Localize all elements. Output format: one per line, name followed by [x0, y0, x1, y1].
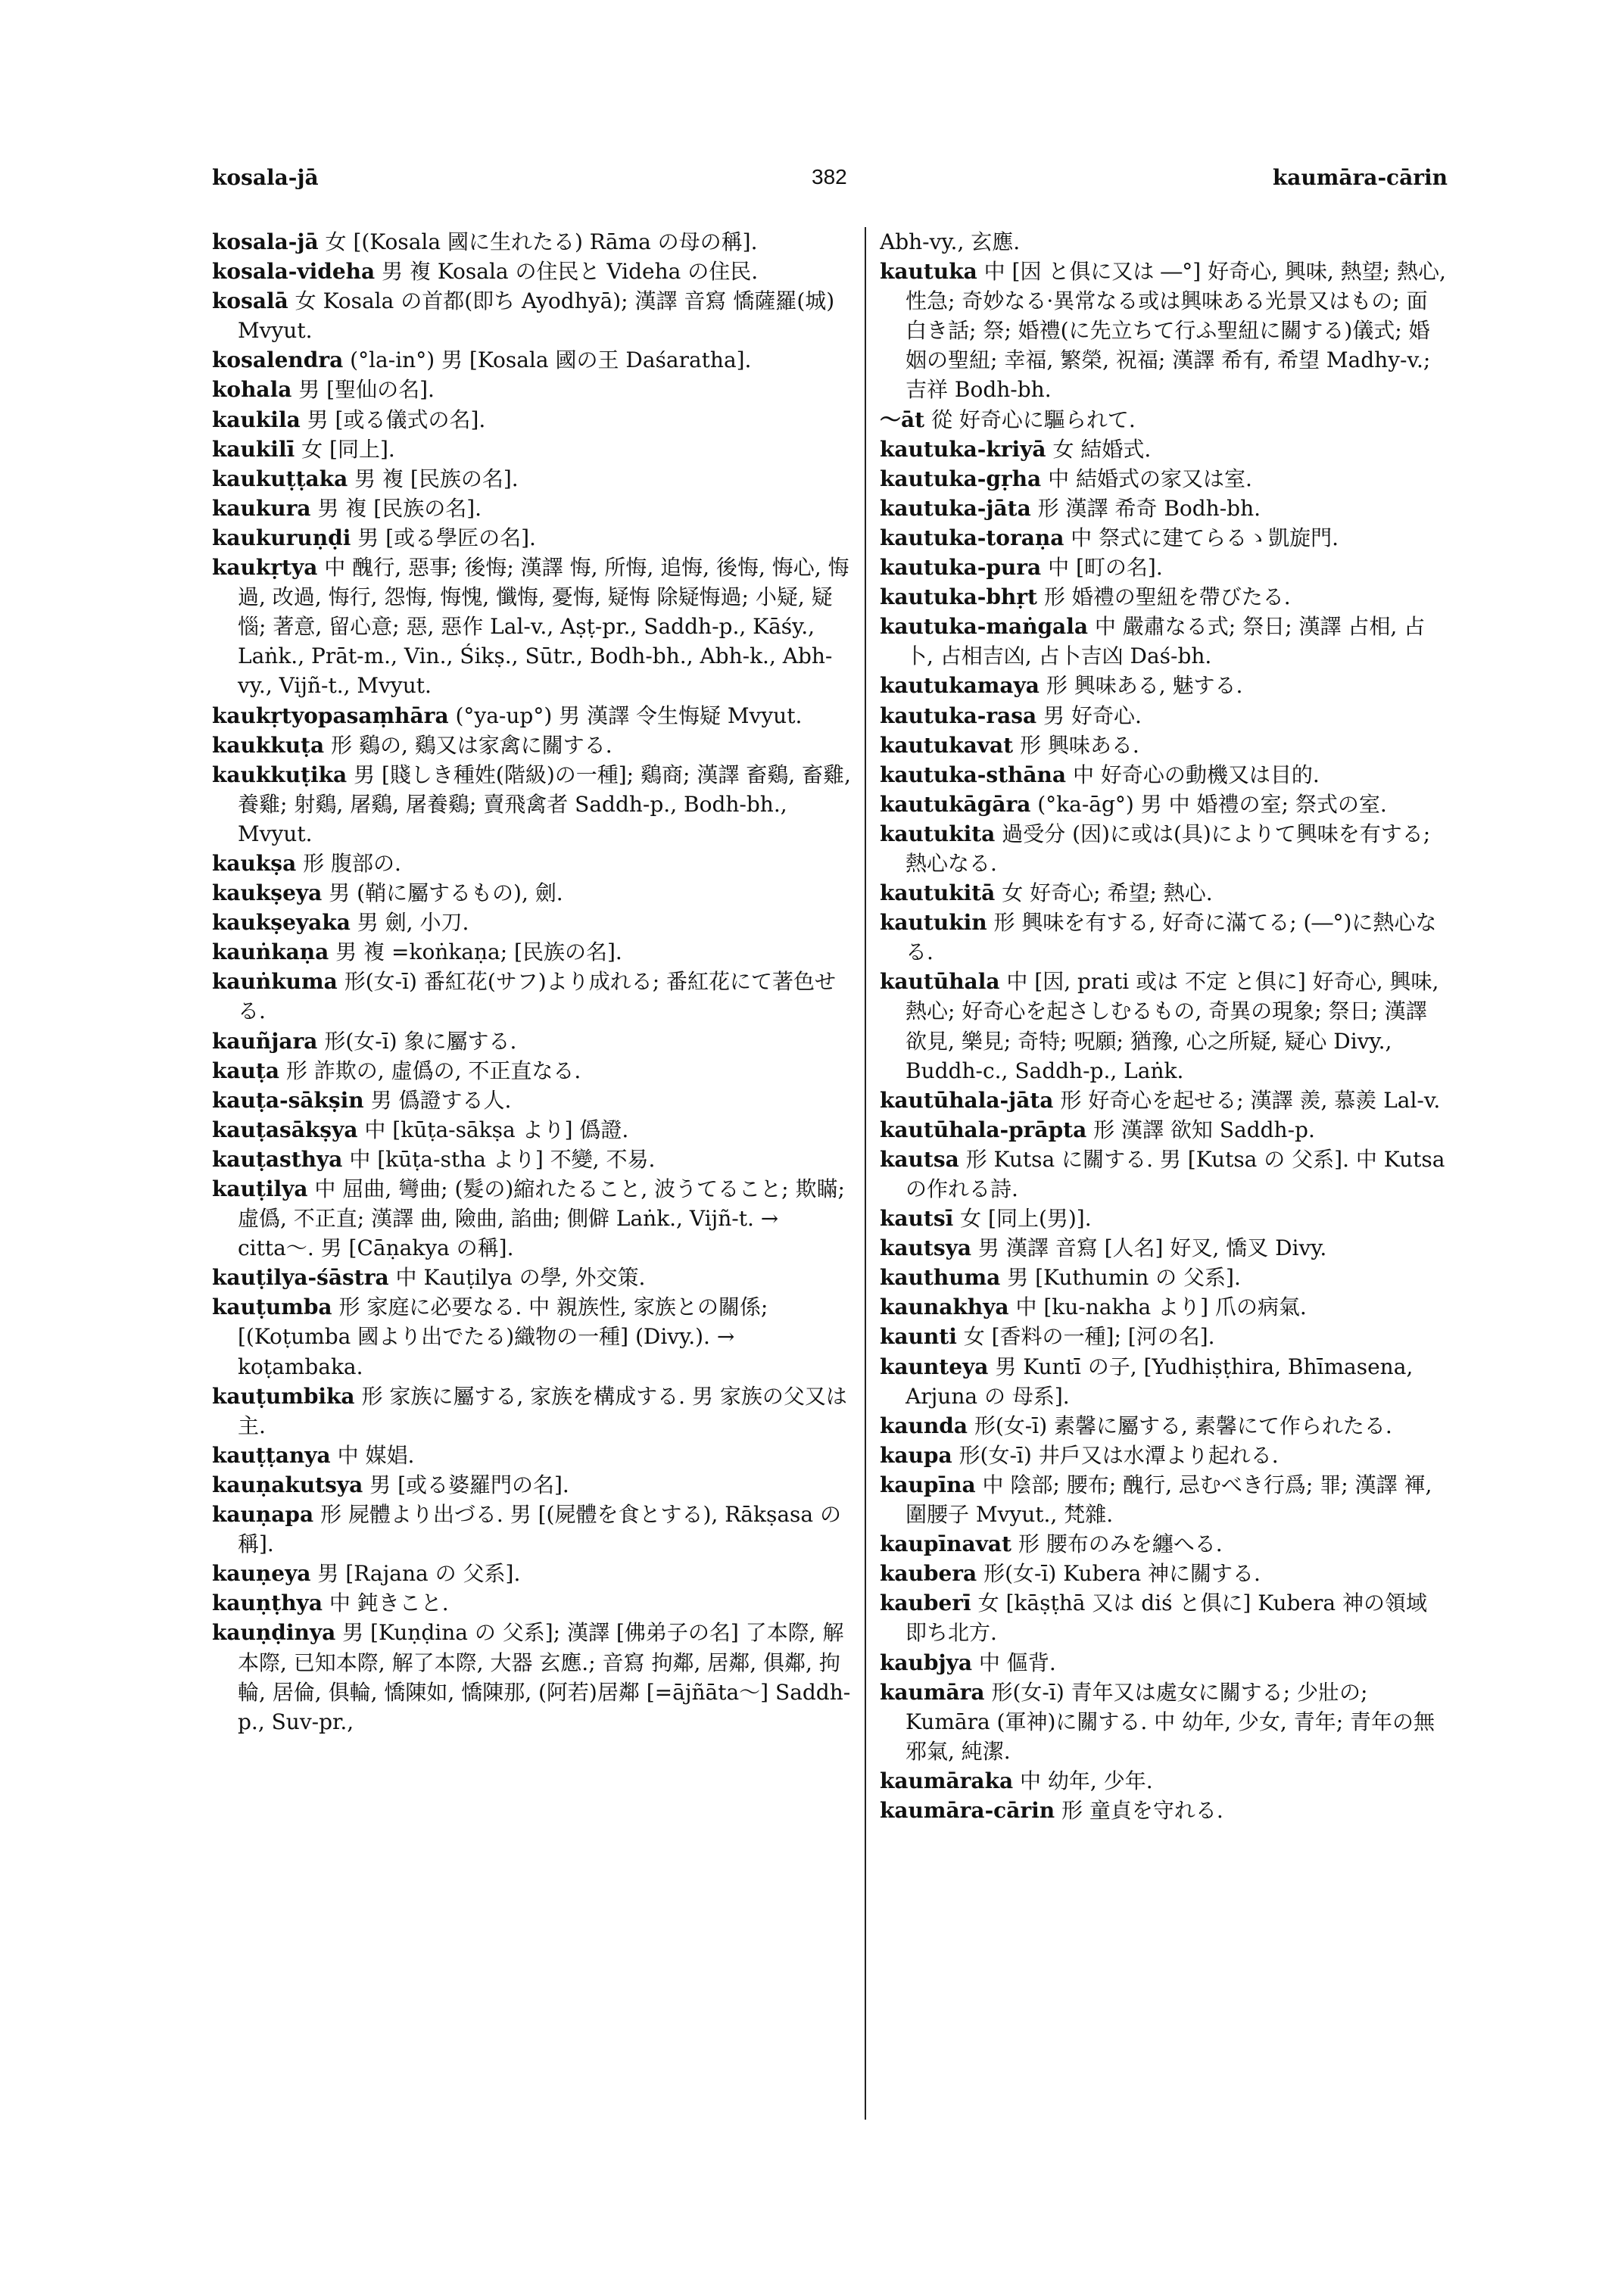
entry-definition: 形 腹部の.: [296, 850, 401, 876]
entry-headword: kauṭilya: [212, 1176, 308, 1201]
entry-headword: kaubera: [880, 1561, 977, 1587]
entry-headword: kautsī: [880, 1206, 954, 1232]
dictionary-entry: [212, 494, 856, 523]
entry-definition: 男 [或る婆羅門の名].: [363, 1472, 569, 1497]
entry-headword: kauṇakutsya: [212, 1472, 363, 1497]
entry-definition: 男 好奇心.: [1036, 703, 1142, 728]
dictionary-entry: [212, 967, 856, 1026]
left-guide-word: kosala-jā: [212, 165, 319, 190]
dictionary-entry: [880, 760, 1448, 790]
entry-headword: kaukkuṭa: [212, 732, 325, 758]
entry-headword: kaukṛtya: [212, 555, 318, 581]
dictionary-entry: [212, 760, 856, 849]
entry-definition: 形(女-ī) 素馨に屬する, 素馨にて作られたる.: [967, 1413, 1392, 1438]
entry-headword: kaumāra: [880, 1679, 985, 1705]
entry-definition: 中 傴背.: [972, 1650, 1056, 1675]
entry-headword: kautūhala-prāpta: [880, 1117, 1087, 1142]
entry-headword: kohala: [212, 377, 292, 403]
page-number: 382: [812, 165, 847, 188]
entry-definition: 女 好奇心; 希望; 熱心.: [995, 880, 1213, 906]
dictionary-entry: [880, 405, 1448, 435]
entry-definition: 男 [Kuthumin の 父系].: [1000, 1265, 1241, 1291]
dictionary-entry: [880, 1115, 1448, 1145]
entry-headword: kauṇṭhya: [212, 1590, 323, 1616]
dictionary-entry: [212, 908, 856, 937]
dictionary-entry: [212, 1470, 856, 1500]
entry-definition: 男 [Kuṇḍina の 父系]; 漢譯 [佛弟子の名] 了本際, 解本際, 已知本際, 解了本際, 大器 玄應.; 音寫 拘鄰, 居鄰, 俱鄰, 拘輪, 居倫, 俱輪, 憍陳如, 憍陳那, (阿若)居鄰 [=ājñāta〜] Saddh-p., Suv-pr.,: [238, 1620, 851, 1734]
entry-definition: 過受分 (因)に或は(具)によりて興味を有する; 熱心なる.: [906, 821, 1431, 876]
dictionary-entry: [212, 1145, 856, 1174]
entry-definition: 中 幼年, 少年.: [1013, 1768, 1153, 1793]
dictionary-entry: [880, 1204, 1448, 1233]
entry-definition: 中 [ku-nakha より] 爪の病氣.: [1008, 1294, 1307, 1320]
column-divider: [865, 227, 866, 2120]
dictionary-entry: [880, 1559, 1448, 1588]
dictionary-entry: [212, 1441, 856, 1470]
entry-definition: 形(女-ī) 番紅花(サフ)より成れる; 番紅花にて著色せる.: [238, 969, 837, 1024]
entry-headword: kauṭṭanya: [212, 1442, 331, 1468]
dictionary-entry: [212, 878, 856, 908]
entry-definition: 中 Kauṭilya の學, 外交策.: [388, 1265, 646, 1291]
dictionary-entry: [880, 553, 1448, 582]
dictionary-entry: [212, 849, 856, 878]
entry-definition: 形 興味を有する, 好奇に滿てる; (―°)に熱心なる.: [906, 910, 1437, 965]
dictionary-entry: [212, 286, 856, 345]
entry-headword: kosala-jā: [212, 229, 319, 254]
entry-headword: kautukamaya: [880, 673, 1040, 699]
entry-definition: 男 僞證する人.: [363, 1087, 512, 1113]
dictionary-entry: [212, 1559, 856, 1588]
entry-definition: 形 Kutsa に關する. 男 [Kutsa の 父系]. 中 Kutsa の作れる詩.: [906, 1146, 1445, 1201]
dictionary-entry: [880, 1529, 1448, 1559]
entry-headword: kautuka-maṅgala: [880, 614, 1088, 640]
dictionary-entry: [880, 819, 1448, 878]
entry-definition: 男 [Rajana の 父系].: [310, 1561, 521, 1587]
dictionary-entry: [212, 1174, 856, 1263]
entry-definition: 中 好奇心の動機又は目的.: [1066, 762, 1320, 787]
dictionary-entry: [880, 1145, 1448, 1204]
entry-definition: 中 醜行, 惡事; 後悔; 漢譯 悔, 所悔, 追悔, 後悔, 悔心, 悔過, 改過, 悔行, 怨悔, 悔愧, 懺悔, 憂悔, 疑悔 除疑悔過; 小疑, 疑惱; 著意, 留心意; 惡, 惡作 Lal-v., Aṣṭ-pr., Saddh-p., Kāśy., Laṅk., Prāt-m., Vin., Śikṣ., Sūtr., Bodh-bh., Abh-k., Abh-vy., Vijñ-t., Mvyut.: [238, 555, 849, 699]
dictionary-entry: [212, 1588, 856, 1618]
entry-definition: 形 漢譯 希奇 Bodh-bh.: [1030, 495, 1261, 521]
dictionary-entry: [880, 1292, 1448, 1322]
dictionary-entry: [212, 523, 856, 553]
dictionary-entry: [880, 1086, 1448, 1115]
entry-headword: kaukuruṇḍi: [212, 525, 351, 550]
dictionary-entry: [880, 1411, 1448, 1441]
entry-definition: 形 興味ある.: [1013, 732, 1139, 758]
entry-definition: 形 家庭に必要なる. 中 親族性, 家族との關係; [(Koṭumba 國より出でたる)織物の一種] (Divy.). → koṭambaka.: [238, 1294, 768, 1379]
dictionary-entry: [212, 1115, 856, 1145]
entry-definition: 形 詐欺の, 虛僞の, 不正直なる.: [279, 1058, 581, 1083]
dictionary-entry: [212, 1263, 856, 1292]
dictionary-entry: [212, 435, 856, 464]
entry-definition: 中 [因, prati 或は 不定 と俱に] 好奇心, 興味, 熱心; 好奇心を起さしむるもの, 奇異の現象; 祭日; 漢譯 欲見, 樂見; 奇特; 呪願; 猶豫, 心之所疑, 疑心 Divy., Buddh-c., Saddh-p., Laṅk.: [906, 969, 1439, 1083]
dictionary-entry: [880, 1352, 1448, 1411]
dictionary-entry: [880, 1322, 1448, 1351]
entry-definition: 中 [kūṭa-sākṣa より] 僞證.: [357, 1117, 629, 1142]
dictionary-entry: [880, 1648, 1448, 1678]
entry-definition: 男 劍, 小刀.: [350, 910, 469, 936]
entry-headword: kauṭumbika: [212, 1383, 355, 1409]
dictionary-entry: [880, 1766, 1448, 1796]
entry-headword: kautūhala-jāta: [880, 1087, 1054, 1113]
entry-headword: kautuka-rasa: [880, 703, 1037, 728]
entry-definition: 女 [同上].: [295, 436, 395, 462]
dictionary-entry: [212, 257, 856, 286]
entry-headword: kauṭa: [212, 1058, 279, 1083]
entry-definition: 男 [或る儀式の名].: [300, 407, 486, 432]
entry-headword: kaukura: [212, 495, 311, 521]
entry-headword: kaumāra-cārin: [880, 1797, 1055, 1823]
entry-headword: kosalendra: [212, 347, 344, 373]
entry-headword: kosalā: [212, 288, 288, 314]
entry-headword: kauṭilya-śāstra: [212, 1265, 389, 1291]
dictionary-entry: [212, 345, 856, 375]
entry-headword: kautuka-toraṇa: [880, 525, 1064, 550]
dictionary-entry: [212, 1382, 856, 1441]
entry-headword: kautuka-sthāna: [880, 762, 1067, 787]
entry-headword: kauṇapa: [212, 1502, 314, 1528]
entry-definition: (°ya-up°) 男 漢譯 令生悔疑 Mvyut.: [448, 703, 803, 728]
entry-headword: kaukila: [212, 407, 301, 432]
entry-headword: kaubjya: [880, 1650, 973, 1675]
entry-headword: kaumāraka: [880, 1768, 1014, 1793]
entry-definition: Abh-vy., 玄應.: [880, 229, 1021, 254]
entry-headword: kaupīnavat: [880, 1531, 1011, 1557]
entry-headword: kauṇḍinya: [212, 1620, 336, 1646]
dictionary-entry: [880, 227, 1448, 257]
entry-headword: kauṭa-sākṣin: [212, 1087, 364, 1113]
entry-definition: 男 複 [民族の名].: [348, 466, 519, 491]
entry-definition: 形 鷄の, 鷄又は家禽に關する.: [324, 732, 613, 758]
entry-headword: kautūhala: [880, 969, 1000, 995]
dictionary-entry: [212, 1292, 856, 1381]
entry-headword: kautukāgāra: [880, 791, 1031, 817]
entry-definition: 形(女-ī) 井戶又は水潭より起れる.: [952, 1442, 1279, 1468]
entry-headword: kautukavat: [880, 732, 1014, 758]
dictionary-entry: [212, 701, 856, 731]
entry-headword: kauṭasthya: [212, 1146, 343, 1172]
dictionary-entry: [212, 553, 856, 700]
entry-definition: 男 [聖仙の名].: [291, 377, 435, 403]
dictionary-entry: [212, 1086, 856, 1115]
entry-definition: 形(女-ī) Kubera 神に關する.: [977, 1561, 1261, 1587]
entry-headword: kauberī: [880, 1590, 971, 1616]
entry-headword: kautsa: [880, 1146, 959, 1172]
entry-definition: 中 [因 と俱に又は ―°] 好奇心, 興味, 熱望; 熱心, 性急; 奇妙なる·異常なる或は興味ある光景又はもの; 面白き話; 祭; 婚禮(に先立ちて行ふ聖紐に關する)儀式; 婚姻の聖紐; 幸福, 繁榮, 祝福; 漢譯 希有, 希望 Madhy-v.; 吉祥 Bodh-bh.: [906, 259, 1446, 403]
dictionary-entry: [880, 967, 1448, 1085]
entry-definition: 男 [或る學匠の名].: [351, 525, 536, 550]
dictionary-entry: [212, 405, 856, 435]
dictionary-entry: [880, 790, 1448, 819]
dictionary-entry: [212, 1500, 856, 1559]
entry-headword: kauṭasākṣya: [212, 1117, 358, 1142]
entry-definition: 男 [賤しき種姓(階級)の一種]; 鷄商; 漢譯 畜鷄, 畜雞, 養雞; 射鷄, 屠鷄, 屠養鷄; 賣飛禽者 Saddh-p., Bodh-bh., Mvyut.: [238, 762, 851, 846]
entry-definition: 男 複 =koṅkaṇa; [民族の名].: [329, 939, 622, 965]
entry-headword: kaupa: [880, 1442, 952, 1468]
entry-definition: 中 屈曲, 彎曲; (髮の)縮れたること, 波うてること; 欺瞞; 虛僞, 不正直; 漢譯 曲, 險曲, 諂曲; 側僻 Laṅk., Vijñ-t. → citta〜. 男 [Cāṇakya の稱].: [238, 1176, 845, 1261]
entry-headword: kauṭumba: [212, 1294, 332, 1320]
dictionary-entry: [880, 1263, 1448, 1292]
dictionary-entry: [212, 1056, 856, 1086]
entry-headword: kauṅkaṇa: [212, 939, 329, 965]
entry-definition: 中 陰部; 腰布; 醜行, 忌むべき行爲; 罪; 漢譯 褌, 圍腰子 Mvyut., 梵雜.: [906, 1472, 1432, 1528]
dictionary-entry: [880, 257, 1448, 404]
entry-definition: 形 屍體より出づる. 男 [(屍體を食とする), Rākṣasa の稱].: [238, 1502, 841, 1557]
entry-headword: kaukṣeya: [212, 880, 323, 906]
dictionary-entry: [880, 731, 1448, 760]
dictionary-entry: [880, 878, 1448, 908]
entry-definition: (°ka-āg°) 男 中 婚禮の室; 祭式の室.: [1030, 791, 1387, 817]
entry-headword: kauthuma: [880, 1265, 1001, 1291]
entry-headword: kaunteya: [880, 1354, 989, 1379]
dictionary-entry: [212, 731, 856, 760]
entry-headword: kautukitā: [880, 880, 996, 906]
entry-definition: 形 興味ある, 魅する.: [1039, 673, 1243, 699]
entry-definition: 女 Kosala の首都(即ち Ayodhyā); 漢譯 音寫 憍薩羅(城) Mvyut.: [238, 288, 835, 344]
dictionary-entry: [212, 375, 856, 404]
dictionary-entry: [880, 1441, 1448, 1470]
entry-definition: 形 婚禮の聖紐を帶びたる.: [1036, 584, 1291, 610]
dictionary-entry: [880, 1796, 1448, 1825]
entry-definition: 形 漢譯 欲知 Saddh-p.: [1086, 1117, 1315, 1142]
entry-definition: 從 好奇心に驅られて.: [924, 407, 1136, 432]
dictionary-entry: [880, 1678, 1448, 1766]
entry-headword: kaunakhya: [880, 1294, 1009, 1320]
entry-headword: kaukuṭṭaka: [212, 466, 348, 491]
dictionary-entry: [880, 464, 1448, 494]
entry-headword: kaukṣeyaka: [212, 910, 351, 936]
right-column: [880, 227, 1448, 1825]
dictionary-entry: [212, 1618, 856, 1736]
dictionary-entry: [880, 1588, 1448, 1647]
dictionary-entry: [212, 464, 856, 494]
entry-headword: kosala-videha: [212, 259, 376, 285]
entry-definition: 形 腰布のみを纏へる.: [1011, 1531, 1223, 1557]
dictionary-entry: [880, 908, 1448, 967]
entry-headword: kaunti: [880, 1324, 957, 1350]
dictionary-entry: [880, 435, 1448, 464]
dictionary-entry: [880, 523, 1448, 553]
entry-headword: kaupīna: [880, 1472, 976, 1497]
entry-headword: kautuka-pura: [880, 555, 1042, 581]
entry-headword: kauñjara: [212, 1028, 318, 1054]
entry-headword: kautuka: [880, 259, 977, 285]
right-guide-word: kaumāra-cārin: [1272, 165, 1448, 190]
dictionary-entry: [212, 1027, 856, 1056]
entry-definition: 中 祭式に建てらるゝ凱旋門.: [1064, 525, 1339, 550]
dictionary-entry: [880, 494, 1448, 523]
dictionary-entry: [880, 671, 1448, 700]
entry-definition: 男 複 [民族の名].: [310, 495, 482, 521]
entry-definition: 女 [kāṣṭhā 又は diś と俱に] Kubera 神の領域即ち北方.: [906, 1590, 1428, 1646]
entry-definition: 男 Kuntī の子, [Yudhiṣṭhira, Bhīmasena, Arjuna の 母系].: [906, 1354, 1414, 1409]
dictionary-entry: [880, 701, 1448, 731]
entry-headword: kaunda: [880, 1413, 968, 1438]
dictionary-entry: [880, 1470, 1448, 1529]
entry-definition: 中 鈍きこと.: [322, 1590, 449, 1616]
entry-definition: 形(女-ī) 象に屬する.: [317, 1028, 517, 1054]
entry-headword: 〜āt: [880, 407, 925, 432]
entry-headword: kaukṛtyopasaṃhāra: [212, 703, 449, 728]
entry-definition: 形(女-ī) 青年又は處女に關する; 少壯の; Kumāra (軍神)に關する. 中 幼年, 少女, 青年; 青年の無邪氣, 純潔.: [906, 1679, 1435, 1764]
entry-definition: 中 嚴肅なる式; 祭日; 漢譯 占相, 占卜, 占相吉凶, 占卜吉凶 Daś-bh.: [906, 614, 1426, 669]
dictionary-entry: [212, 227, 856, 257]
entry-headword: kautukin: [880, 910, 987, 936]
entry-headword: kaukilī: [212, 436, 295, 462]
entry-definition: 中 [kūṭa-stha より] 不變, 不易.: [342, 1146, 656, 1172]
entry-headword: kautukita: [880, 821, 996, 846]
entry-headword: kautuka-jāta: [880, 495, 1031, 521]
entry-definition: 女 [香料の一種]; [河の名].: [956, 1324, 1215, 1350]
dictionary-entry: [212, 937, 856, 967]
entry-headword: kautuka-kriyā: [880, 436, 1046, 462]
entry-definition: 中 結婚式の家又は室.: [1041, 466, 1252, 491]
entry-headword: kautsya: [880, 1235, 972, 1261]
entry-headword: kaukṣa: [212, 850, 297, 876]
entry-headword: kautuka-gṛha: [880, 466, 1042, 491]
left-column: [212, 227, 856, 1737]
entry-headword: kaukkuṭika: [212, 762, 348, 787]
entry-definition: 男 複 Kosala の住民と Videha の住民.: [375, 259, 759, 285]
entry-definition: 中 [町の名].: [1041, 555, 1163, 581]
entry-definition: 女 [同上(男)].: [953, 1206, 1092, 1232]
entry-definition: 男 漢譯 音寫 [人名] 好叉, 憍叉 Divy.: [971, 1235, 1327, 1261]
entry-definition: 形 童貞を守れる.: [1055, 1797, 1223, 1823]
entry-definition: (°la-in°) 男 [Kosala 國の王 Daśaratha].: [343, 347, 752, 373]
entry-definition: 女 結婚式.: [1046, 436, 1152, 462]
entry-definition: 形 好奇心を起せる; 漢譯 羨, 慕羨 Lal-v.: [1053, 1087, 1441, 1113]
dictionary-entry: [880, 582, 1448, 612]
entry-headword: kauṅkuma: [212, 969, 338, 995]
entry-headword: kauṇeya: [212, 1561, 311, 1587]
entry-definition: 男 (鞘に屬するもの), 劍.: [322, 880, 563, 906]
entry-definition: 中 媒娼.: [330, 1442, 415, 1468]
entry-definition: 女 [(Kosala 國に生れたる) Rāma の母の稱].: [318, 229, 758, 254]
entry-definition: 形 家族に屬する, 家族を構成する. 男 家族の父又は主.: [238, 1383, 847, 1438]
dictionary-entry: [880, 1233, 1448, 1263]
dictionary-entry: [880, 612, 1448, 671]
entry-headword: kautuka-bhṛt: [880, 584, 1037, 610]
